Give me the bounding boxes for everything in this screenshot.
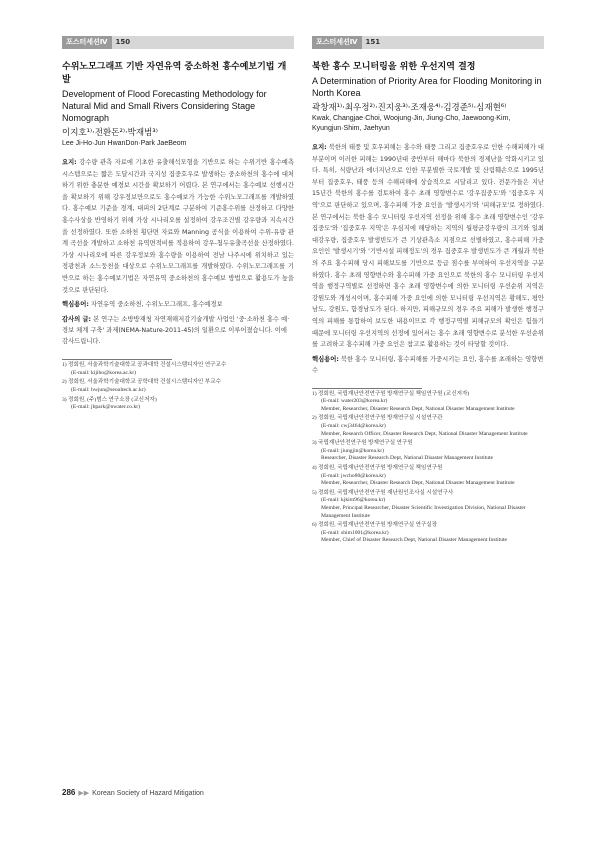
abstract-text: 북한의 태풍 및 호우피해는 홍수와 태풍 그리고 집중호우로 인한 수해피해가 대부분이며 이러한 피해는 1990년대 중반부터 해마다 북한의 경제난을 악화시키고 있다. 특히, 식량난과 에너지난으로 인한 무분별한 국토개발 및 산림훼손으로 1995년부터 집중호우, 태풍 등의 수해피해에 상습적으로 시달리고 있다. 전문가들은 지난 15년간 북한의 홍수를 검토하여 홍수 초래 영향변수로 '강우집중도'와 '집중호우 지역'으로 판단하고 있으며, 홍수피해 가중 요인을 '발생시기'와 '피해규모'로 정하였다. 본 연구에서는 북한 홍수 모니터링 우선지역 선정을 위해 홍수 초래 영향변수인 '강우집중도'와 '집중호우 지역'은 우심지에 해당하는 지역의 월평균강우량의 크기와 일최대강우량, 집중호우 발생빈도가 큰 기상관측소 지점으로 선별하였고, 홍수피해 가중요인인 '발생시기'와 '기반시설 피해정도'의 경우 집중호우 발생빈도가 큰 개월과 북한의 주요 홍수피해 당시 피해보도를 기반으로 등급 점수를 부여하여 우선지역을 구분하였다. 홍수 초래 영향변수와 홍수피해 가중 요인으로 북한의 홍수 모니터링 우선지역을 행정구역별로 선정하면 홍수 초래 영향변수에 의한 모니터링 우선순위 지역은 강원도와 개성시이며, 홍수피해 가중 요인에 의한 모니터링 우선지역은 황해도, 평안남도, 강원도, 함경남도가 된다. 하지만, 피해규모의 경우 주요 피해가 발생한 행정구역의 피해를 통합하여 보도한 내용이므로 각 행정구역별 피해규모의 확인은 힘들기 때문에 모니터링 우선지역의 선정에 있어서는 홍수 초래 영향변수로 분석한 우선순위를 고려하고 홍수피해 가중 요인은 참고로 활용하는 것이 타당할 것이다.	[312, 144, 544, 349]
footnote: 5) 정회원, 국립재난안전연구원 재난원인조사실 시설연구사 (E-mail: kjkim96@korea.kr) Member, Principal Researcher, Disaster Scientific Investigation Division, National Disaster Management Institute	[312, 489, 526, 519]
abstract-text: 강수량 관측 자료에 기초한 유출해석모형을 기반으로 하는 수위기반 홍수예측시스템으로는 짧은 도달시간과 국지성 집중호우로 발생하는 중소하천의 홍수에 대처하기 위한 충분한 예경보 시간을 확보하기 어렵다. 본 연구에서는 홍수예보 선행시간을 확보하기 위해 강우정보만으로도 홍수예보가 가능한 수위노모그래프를 개발하였다. 홍수예보 기준을 경계, 대피의 2단계로 구분하여 기준홍수위를 산정하고 다양한 홍수사상을 반영하기 위해 가상 시나리오를 설정하여 강우조건별 강우량과 지속시간을 선정하였다. 또한 소하천 횡단면 자료와 Manning 공식을 이용하여 수위-유량 관계 곡선을 개발하고 소하천 유역면적비를 적용하여 강우-첨두유출곡선을 산정하였다. 가상 시나리오에 따른 강우정보와 홍수량을 이용하여 전남 나주시에 위치하고 있는 정광천과 소느둥천을 대상으로 수위노모그래프를 개발하였다. 수위노모그래프를 기반으로 하는 홍수예보기법은 자연유역 중소하천의 홍수예보 방법으로 활용도가 높을 것으로 판단된다.	[62, 159, 294, 294]
title-korean: 수위노모그래프 기반 자연유역 중소하천 홍수예보기법 개발	[62, 62, 287, 85]
authors-english: Lee Ji-Ho·Jun HwanDon·Park JaeBeom	[62, 140, 187, 147]
keywords-text: 자연유역 중소하천, 수위노모그래프, 홍수예경보	[90, 301, 223, 309]
session-header	[62, 36, 294, 49]
keywords	[62, 299, 294, 310]
title-korean: 북한 홍수 모니터링을 위한 우선지역 결정	[312, 62, 476, 72]
session-number: 150	[115, 38, 131, 46]
abstract	[62, 157, 294, 296]
abstract	[312, 142, 544, 351]
ack-text: 본 연구는 소방방재청 자연재해저감기술개발 사업인 '중·소하천 홍수 예·경보 체계 구축' 과제(NEMA-Nature-2011-45)의 일환으로 이루어졌습니다. 이에 감사드립니다.	[62, 316, 290, 346]
keywords-label: 핵심용어:	[62, 301, 89, 309]
authors-korean: 이지호¹⁾·전환돈²⁾·박재범³⁾	[62, 128, 158, 138]
footnote: 1) 정회원, 국립재난안전연구원 방재연구실 책임연구원 (교신저자) (E-mail: water203@korea.kr) Member, Researcher, Disaster Research Dept, National Disaster Management Institute	[312, 390, 515, 412]
authors-english: Kwak, Changjae·Choi, Woojung·Jin, Jiung·Cho, Jaewoong·Kim, Kyungjun·Shim, Jaehyun	[312, 115, 511, 132]
arrow-icon: ▶▶	[78, 790, 90, 797]
acknowledgement	[62, 314, 294, 347]
right-article	[312, 36, 544, 545]
keywords	[312, 354, 544, 376]
footnote: 1) 정회원, 서울과학기술대학교 공과대학 건설시스템디자인 연구교수 (E-mail: kijiho@korea.ac.kr)	[62, 362, 227, 376]
title-english: A Determination of Priority Area for Flooding Monitoring in North Korea	[312, 76, 542, 98]
authors-korean: 곽창재¹⁾·최우정²⁾·진지웅³⁾·조재웅⁴⁾·김경준⁵⁾·심재현⁶⁾	[312, 103, 507, 113]
title-english: Development of Flood Forecasting Methodology for Natural Mid and Small Rivers Considering Stage Nomograph	[62, 89, 267, 123]
society-name: Korean Society of Hazard Mitigation	[92, 790, 204, 797]
footnote: 6) 정회원, 국립재난안전연구원 방재연구실 연구실장 (E-mail: shim1001@korea.kr) Member, Chief of Disaster Research Dept, National Disaster Management Institute	[312, 522, 508, 544]
footnote-divider	[312, 388, 422, 389]
footnote: 3) 정회원, (주)범스 연구소장 (교신저자) (E-mail: jbpark@nwater.co.kr)	[62, 396, 157, 411]
ack-label: 감사의 글:	[62, 316, 92, 324]
keywords-text: 북한 홍수 모니터링, 홍수피해를 가중시키는 요인, 홍수를 초래하는 영향변수	[312, 355, 544, 374]
footnote: 3) 국립재난안전연구원 방재연구실 연구원 (E-mail: jiungjin@korea.kr) Researcher, Disaster Research Dept, National Disaster Management Institute	[312, 440, 494, 462]
footnote: 4) 정회원, 국립재난안전연구원 방재연구실 책임연구원 (E-mail: jwcho80@korea.kr) Member, Researcher, Disaster Research Dept, National Disaster Management Institute	[312, 465, 515, 487]
footnote: 2) 정회원, 서울과학기술대학교 공학대학 건설시스템디자인 부교수 (E-mail: hwjun@seoultech.ac.kr)	[62, 379, 221, 393]
session-number: 151	[365, 38, 381, 46]
footnote-divider	[62, 359, 172, 360]
page-footer	[62, 788, 204, 797]
left-article	[62, 36, 294, 412]
footnote: 2) 정회원, 국립재난안전연구원 방재연구실 시설연구관 (E-mail: cwj3464@korea.kr) Member, Research Officer, Disaster Research Dept, National Disaster Management Institute	[312, 415, 528, 437]
session-header	[312, 36, 544, 49]
keywords-label: 핵심용어:	[312, 355, 339, 363]
page-number: 286	[62, 788, 76, 797]
abstract-label: 요지:	[312, 144, 327, 151]
abstract-label: 요지:	[62, 159, 77, 166]
session-tag: 포스터세션Ⅳ	[312, 36, 362, 49]
session-tag: 포스터세션Ⅳ	[62, 36, 112, 49]
